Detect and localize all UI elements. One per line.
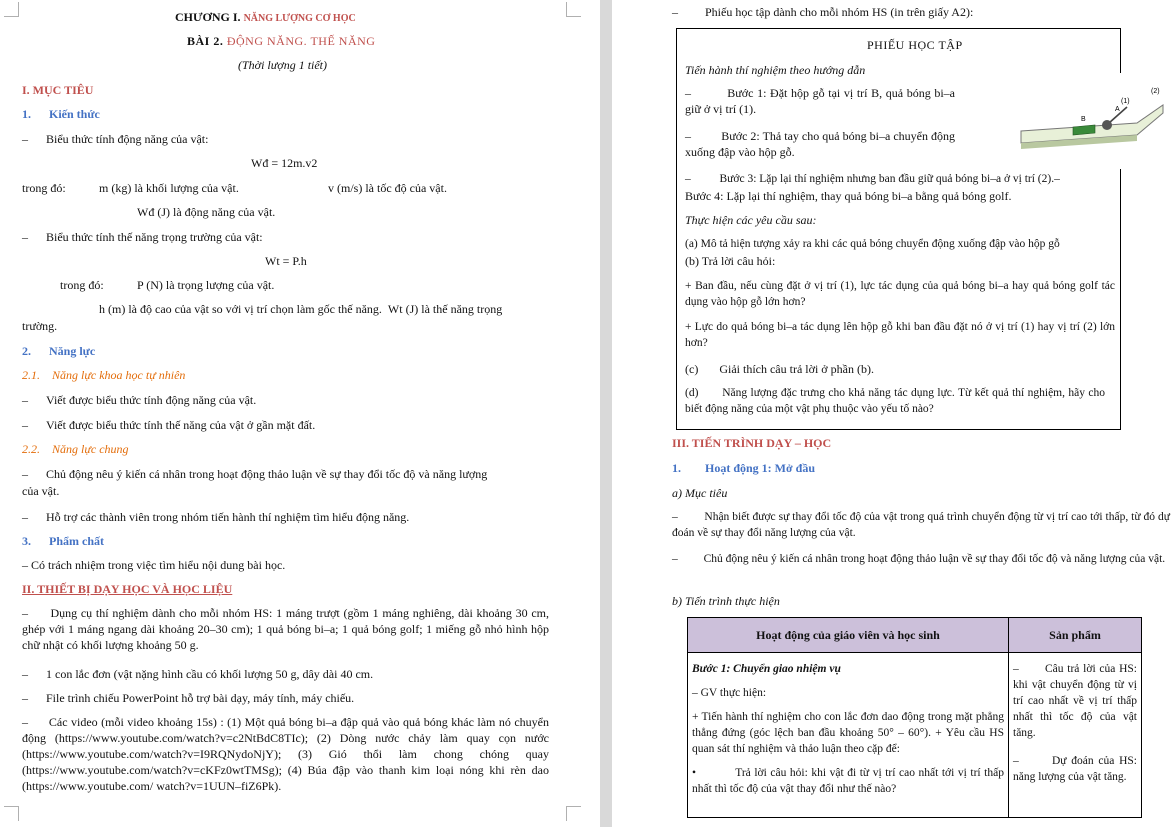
lesson-name: ĐỘNG NĂNG. THẾ NĂNG: [226, 34, 376, 48]
general-competence-item-cont: của vật.: [22, 484, 60, 498]
product-prediction: – Dự đoán của HS: năng lượng của vật tăng.: [1013, 755, 1137, 783]
question-b-2: + Lực do quả bóng bi–a tác dụng lên hộp gỗ khi ban đầu đặt nó ở vị trí (1) hay vị trí (2) lớn hơn?: [685, 321, 1115, 349]
worksheet-step-4: Bước 4: Lặp lại thí nghiệm, thay quả bóng bi–a bằng quả bóng golf.: [685, 189, 1012, 203]
equipment-item: – Dụng cụ thí nghiệm dành cho mỗi nhóm HS: 1 máng trượt (gồm 1 máng nghiêng, dài khoảng 30 cm, ghép với 1 máng ngang dài khoảng 20–30 cm); 1 quả bóng bi–a; 1 quả bóng golf; 1 miếng gỗ nhỏ hình hộp chữ nhật có khối lượng khoảng 50 g.: [22, 606, 549, 652]
table-header-activity: Hoạt động của giáo viên và học sinh: [688, 618, 1009, 653]
fig-label-position-1: (1): [1121, 98, 1130, 105]
chapter-name: NĂNG LƯỢNG CƠ HỌC: [243, 13, 356, 24]
wooden-block: [1073, 125, 1095, 135]
chapter-title: [175, 9, 356, 27]
subheading-knowledge: 1. Kiến thức: [22, 107, 100, 121]
lesson-title: [187, 33, 375, 49]
kinetic-energy-definition: Wđ (J) là động năng của vật.: [137, 205, 276, 219]
worksheet-title: PHIẾU HỌC TẬP: [867, 38, 963, 52]
worksheet-requirements: Thực hiện các yêu cầu sau:: [685, 213, 817, 227]
table-header-product: Sản phẩm: [1009, 618, 1142, 653]
potential-intro: – Biểu thức tính thế năng trọng trường của vật:: [22, 230, 263, 244]
table-row: [688, 653, 1142, 818]
crop-mark: [566, 2, 581, 17]
goal-item: – Nhận biết được sự thay đổi tốc độ của vật trong quá trình chuyển động từ vị trí cao tới thấp, từ đó dự đoán về sự thay đổi năng lượng của vật.: [672, 511, 1170, 539]
teacher-label: – GV thực hiện:: [692, 687, 767, 699]
kinetic-formula: Wđ = 12m.v2: [251, 156, 318, 170]
general-competence-item: – Hỗ trợ các thành viên trong nhóm tiến hành thí nghiệm tìm hiểu động năng.: [22, 510, 410, 524]
subheading-general-competence: 2.2. Năng lực chung: [22, 442, 129, 456]
experiment-instruction: + Tiến hành thí nghiệm cho con lắc đơn dao động trong mặt phẳng thẳng đứng (góc lệch ban đầu khoảng 50° – 60°). + Yêu cầu HS quan sát thí nghiệm và thảo luận theo cặp để:: [692, 711, 1004, 755]
section-heading-process: III. TIẾN TRÌNH DẠY – HỌC: [672, 436, 832, 450]
speed-definition: v (m/s) là tốc độ của vật.: [328, 181, 447, 195]
question-b: (b) Trả lời câu hỏi:: [685, 254, 776, 268]
table-header-row: [688, 618, 1142, 653]
activity-table: [687, 617, 1142, 818]
subheading-qualities: 3. Phẩm chất: [22, 534, 104, 548]
equipment-item: – File trình chiếu PowerPoint hỗ trợ bài dạy, máy tính, máy chiếu.: [22, 691, 355, 705]
weight-definition: P (N) là trọng lượng của vật.: [137, 278, 275, 292]
ramp-track: [1021, 105, 1163, 143]
height-definition: h (m) là độ cao của vật so với vị trí chọn làm gốc thế năng. Wt (J) là thế năng trọng: [99, 302, 503, 316]
where-label: trong đó:: [22, 181, 66, 195]
competence-item: – Viết được biểu thức tính thế năng của vật ở gần mặt đất.: [22, 418, 316, 432]
fig-label-b: B: [1081, 116, 1086, 123]
subheading-science-competence: 2.1. Năng lực khoa học tự nhiên: [22, 368, 186, 382]
activity-cell: [688, 653, 1009, 818]
worksheet-box: [676, 28, 1160, 430]
general-competence-item: – Chủ động nêu ý kiến cá nhân trong hoạt động thảo luận về sự thay đổi tốc độ và năng lượng: [22, 467, 488, 481]
activity-1-heading: 1. Hoạt động 1: Mở đầu: [672, 461, 815, 475]
fig-label-a: A: [1115, 106, 1120, 113]
question-bullet: • Trả lời câu hỏi: khi vật đi từ vị trí cao nhất tới vị trí thấp nhất thì tốc độ của vật thay đổi như thế nào?: [692, 767, 1004, 795]
product-answer: – Câu trả lời của HS: khi vật chuyển động từ vị trí cao nhất về vị trí thấp nhất thì tốc độ của vật tăng.: [1013, 663, 1137, 739]
potential-formula: Wt = P.h: [265, 254, 307, 268]
question-a: (a) Mô tả hiện tượng xảy ra khi các quả bóng chuyển động xuống đập vào hộp gỗ: [685, 238, 1060, 250]
goal-heading: a) Mục tiêu: [672, 486, 728, 500]
lesson-prefix: BÀI 2.: [187, 34, 224, 48]
section-heading-objectives: I. MỤC TIÊU: [22, 83, 94, 97]
worksheet-step-2: – Bước 2: Thả tay cho quả bóng bi–a chuyển động xuống đập vào hộp gỗ.: [685, 129, 955, 159]
worksheet-guide: Tiến hành thí nghiệm theo hướng dẫn: [685, 63, 866, 77]
right-page: [612, 0, 1172, 827]
crop-mark: [4, 806, 19, 821]
worksheet-intro: – Phiếu học tập dành cho mỗi nhóm HS (in trên giấy A2):: [672, 5, 974, 19]
process-heading: b) Tiến trình thực hiện: [672, 594, 780, 608]
equipment-item: – 1 con lắc đơn (vật nặng hình cầu có khối lượng 50 g, dây dài 40 cm.: [22, 667, 374, 681]
equipment-item-videos: – Các video (mỗi video khoảng 15s) : (1) Một quả bóng bi–a đập quả vào quả bóng khác làm nó chuyển động (https://www.youtube.com/watch?v=c2NtBdC8TIc); (2) Dòng nước chảy làm quay cọn nước (https://www.youtube.com/watch?v=I9RQNydoNjY); (3) Gió thổi làm chong chóng quay (https://www.youtube.com/watch?v=cKFz0wtTMSg); (4) Búa đập vào thanh kim loại nóng khi rèn dao (https://www.youtube.com/ watch?v=1UUN–fiZ6Pk).: [22, 715, 549, 793]
where-label: trong đó:: [60, 278, 104, 292]
question-b-1: + Ban đầu, nếu cùng đặt ở vị trí (1), lực tác dụng của quả bóng bi–a hay quả bóng golf tác dụng vào hộp gỗ lớn hơn?: [685, 280, 1115, 308]
height-definition-cont: trường.: [22, 319, 58, 333]
chapter-prefix: CHƯƠNG I.: [175, 10, 241, 24]
competence-item: – Viết được biểu thức tính động năng của vật.: [22, 393, 257, 407]
fig-label-position-2: (2): [1151, 88, 1160, 95]
crop-mark: [566, 806, 581, 821]
ramp-experiment-figure: [1017, 73, 1165, 169]
product-cell: [1009, 653, 1142, 818]
lesson-duration: (Thời lượng 1 tiết): [238, 58, 328, 72]
subheading-competence: 2. Năng lực: [22, 344, 96, 358]
question-d: (d) Năng lượng đặc trưng cho khả năng tác dụng lực. Từ kết quả thí nghiệm, hãy cho biết động năng của một vật phụ thuộc vào yếu tố nào?: [685, 387, 1105, 415]
kinetic-intro: – Biểu thức tính động năng của vật:: [22, 132, 209, 146]
worksheet-step-1: – Bước 1: Đặt hộp gỗ tại vị trí B, quả bóng bi–a giữ ở vị trí (1).: [685, 86, 955, 116]
step-title: Bước 1: Chuyển giao nhiệm vụ: [692, 663, 841, 675]
section-heading-equipment: II. THIẾT BỊ DẠY HỌC VÀ HỌC LIỆU: [22, 582, 233, 596]
ball: [1102, 120, 1112, 130]
quality-item: – Có trách nhiệm trong việc tìm hiểu nội dung bài học.: [22, 558, 286, 572]
mass-definition: m (kg) là khối lượng của vật.: [99, 181, 239, 195]
worksheet-step-3: – Bước 3: Lặp lại thí nghiệm nhưng ban đầu giữ quả bóng bi–a ở vị trí (2).–: [685, 173, 1060, 185]
question-c: (c) Giải thích câu trả lời ở phần (b).: [685, 362, 874, 376]
goal-item: – Chủ động nêu ý kiến cá nhân trong hoạt động thảo luận về sự thay đổi tốc độ và năng lượng của vật.: [672, 553, 1166, 565]
crop-mark: [4, 2, 19, 17]
